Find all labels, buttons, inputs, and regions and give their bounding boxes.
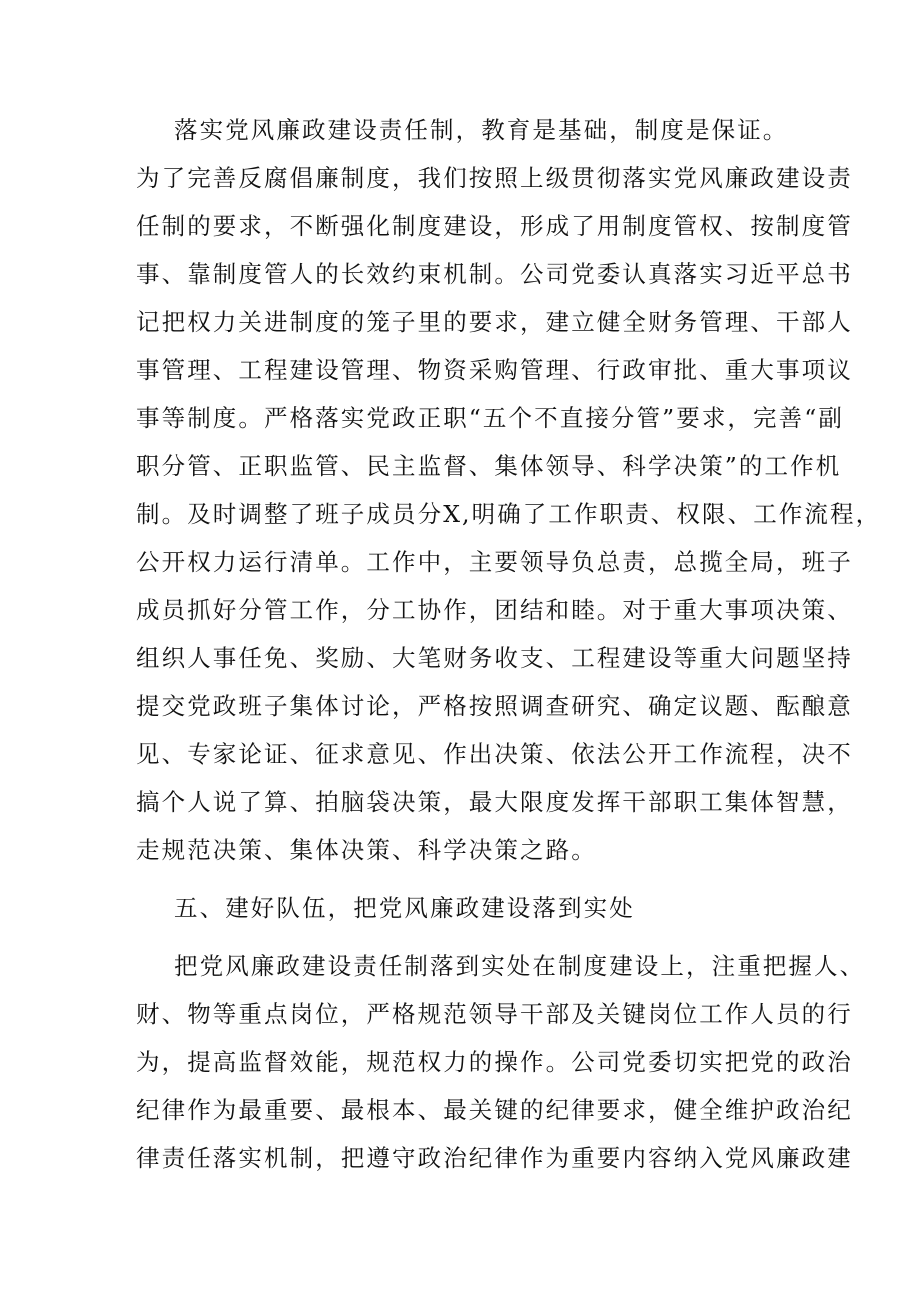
paragraph-line-16: 走规范决策、集体决策、科学决策之路。 — [136, 836, 597, 864]
paragraph-line-14: 见、专家论证、征求意见、作出决策、依法公开工作流程，决不 — [136, 740, 853, 768]
paragraph-line-21: 律责任落实机制，把遵守政治纪律作为重要内容纳入党风廉政建 — [136, 1144, 853, 1172]
section-heading: 五、建好队伍，把党风廉政建设落到实处 — [174, 894, 635, 922]
paragraph-line-15: 搞个人说了算、拍脑袋决策，最大限度发挥干部职工集体智慧， — [136, 788, 853, 816]
paragraph-line-2: 为了完善反腐倡廉制度，我们按照上级贯彻落实党风廉政建设责 — [136, 164, 853, 192]
paragraph-line-11: 成员抓好分管工作，分工协作，团结和睦。对于重大事项决策、 — [136, 596, 853, 624]
paragraph-line-9: 制。及时调整了班子成员分X,明确了工作职责、权限、工作流程， — [136, 500, 882, 528]
paragraph-line-6: 事管理、工程建设管理、物资采购管理、行政审批、重大事项议 — [136, 356, 853, 384]
paragraph-line-20: 纪律作为最重要、最根本、最关键的纪律要求，健全维护政治纪 — [136, 1096, 853, 1124]
paragraph-line-7: 事等制度。严格落实党政正职“五个不直接分管”要求，完善“副 — [136, 404, 844, 432]
paragraph-line-19: 为，提高监督效能，规范权力的操作。公司党委切实把党的政治 — [136, 1048, 853, 1076]
paragraph-line-1: 落实党风廉政建设责任制，教育是基础，制度是保证。 — [174, 116, 789, 144]
paragraph-line-17: 把党风廉政建设责任制落到实处在制度建设上，注重把握人、 — [174, 952, 866, 980]
paragraph-line-13: 提交党政班子集体讨论，严格按照调查研究、确定议题、酝酿意 — [136, 692, 853, 720]
paragraph-line-4: 事、靠制度管人的长效约束机制。公司党委认真落实习近平总书 — [136, 260, 853, 288]
paragraph-line-5: 记把权力关进制度的笼子里的要求，建立健全财务管理、干部人 — [136, 308, 853, 336]
paragraph-line-3: 任制的要求，不断强化制度建设，形成了用制度管权、按制度管 — [136, 212, 853, 240]
paragraph-line-12: 组织人事任免、奖励、大笔财务收支、工程建设等重大问题坚持 — [136, 644, 853, 672]
paragraph-line-8: 职分管、正职监管、民主监督、集体领导、科学决策”的工作机 — [136, 452, 842, 480]
paragraph-line-10: 公开权力运行清单。工作中，主要领导负总责，总揽全局，班子 — [136, 548, 853, 576]
paragraph-line-18: 财、物等重点岗位，严格规范领导干部及关键岗位工作人员的行 — [136, 1000, 853, 1028]
